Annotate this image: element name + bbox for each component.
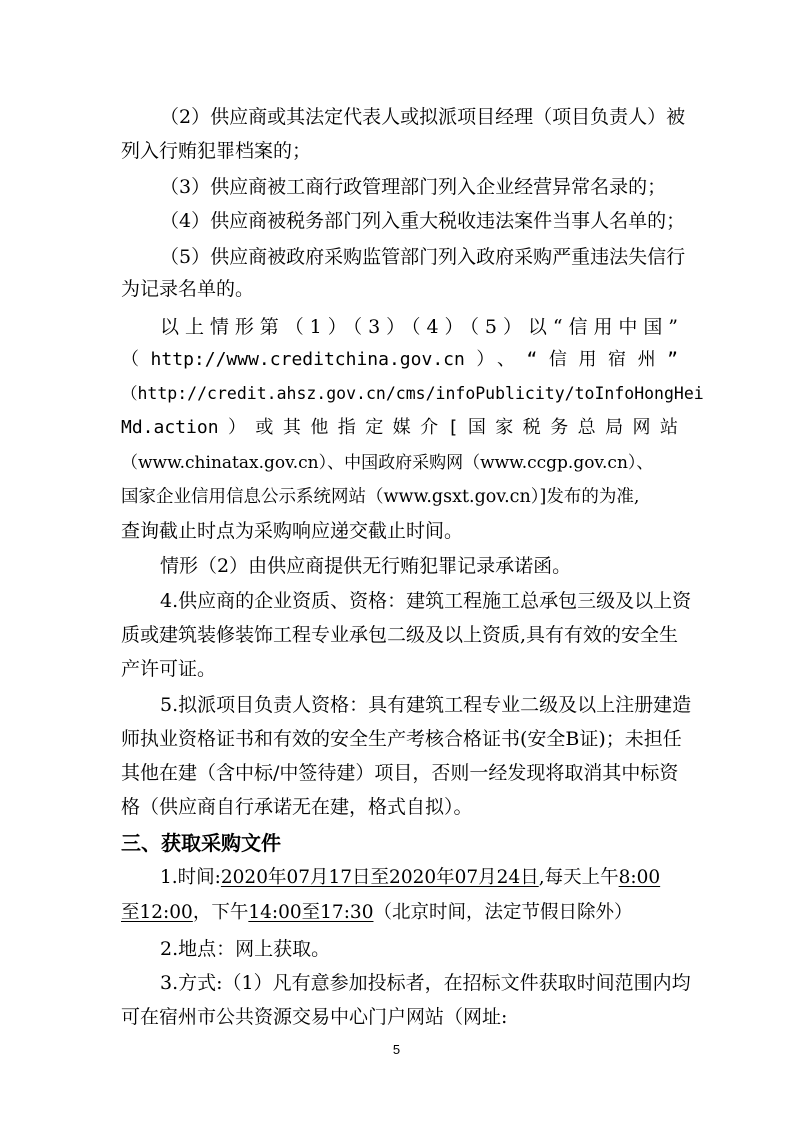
paragraph-q4-line2: 质或建筑装修装饰工程专业承包二级及以上资质,具有有效的安全生	[121, 624, 679, 646]
time-mid-2: ，下午	[192, 902, 249, 923]
paragraph-info-line3: （http://credit.ahsz.gov.cn/cms/infoPublicity/toInfoHongHei	[121, 384, 704, 403]
paragraph-q4-line3: 产许可证。	[121, 658, 217, 680]
time-suffix: （北京时间，法定节假日除外）	[373, 902, 633, 923]
time-line-1	[160, 865, 660, 891]
time-line-2	[121, 900, 633, 926]
paragraph-q5-line2: 师执业资格证书和有效的安全生产考核合格证书(安全B证)；未担任	[121, 728, 682, 750]
paragraph-info-line4: Md.action）或其他指定媒介[国家税务总局网站	[121, 417, 678, 438]
paragraph-item5-line2: 为记录名单的。	[121, 278, 255, 300]
time-pm-range: 14:00至17:30	[248, 902, 374, 923]
paragraph-q5-line3: 其他在建（含中标/中签待建）项目，否则一经发现将取消其中标资	[121, 762, 679, 784]
paragraph-item5-line1: （5）供应商被政府采购监管部门列入政府采购严重违法失信行	[160, 246, 686, 268]
paragraph-info-line2: （http://www.creditchina.gov.cn）、“信用宿州”	[121, 349, 678, 370]
paragraph-info-line5: （www.chinatax.gov.cn）、中国政府采购网（www.ccgp.gov.cn）、	[121, 453, 654, 473]
paragraph-item3: （3）供应商被工商行政管理部门列入企业经营异常名录的；	[160, 176, 667, 198]
paragraph-item2-line2: 列入行贿犯罪档案的；	[121, 140, 312, 162]
time-am-end: 至12:00	[121, 902, 193, 923]
paragraph-info-line1: 以上情形第（1）（3）（4）（5）以“信用中国”	[160, 316, 678, 338]
paragraph-q4-line1: 4.供应商的企业资质、资格：建筑工程施工总承包三级及以上资	[160, 590, 692, 612]
paragraph-q5-line1: 5.拟派项目负责人资格：具有建筑工程专业二级及以上注册建造	[160, 694, 692, 716]
time-date-range: 2020年07月17日至2020年07月24日	[220, 867, 539, 888]
paragraph-q5-line4: 格（供应商自行承诺无在建，格式自拟）。	[121, 796, 473, 818]
section-heading: 三、获取采购文件	[121, 831, 281, 855]
time-am-start: 8:00	[618, 867, 661, 888]
paragraph-info-line7: 查询截止时点为采购响应递交截止时间。	[121, 520, 464, 542]
paragraph-item2-line1: （2）供应商或其法定代表人或拟派项目经理（项目负责人）被	[160, 106, 686, 128]
paragraph-method-line1: 3.方式:（1）凡有意参加投标者，在招标文件获取时间范围内均	[160, 972, 691, 994]
paragraph-case2: 情形（2）由供应商提供无行贿犯罪记录承诺函。	[160, 555, 572, 577]
page-number: 5	[392, 1042, 401, 1057]
paragraph-info-line6: 国家企业信用信息公示系统网站（www.gsxt.gov.cn）]发布的为准,	[121, 487, 640, 507]
paragraph-place: 2.地点：网上获取。	[160, 938, 331, 960]
paragraph-item4: （4）供应商被税务部门列入重大税收违法案件当事人名单的；	[160, 210, 686, 232]
time-mid-1: ,每天上午	[538, 867, 619, 888]
time-prefix: 1.时间:	[160, 867, 221, 888]
paragraph-method-line2: 可在宿州市公共资源交易中心门户网站（网址:	[121, 1006, 508, 1028]
